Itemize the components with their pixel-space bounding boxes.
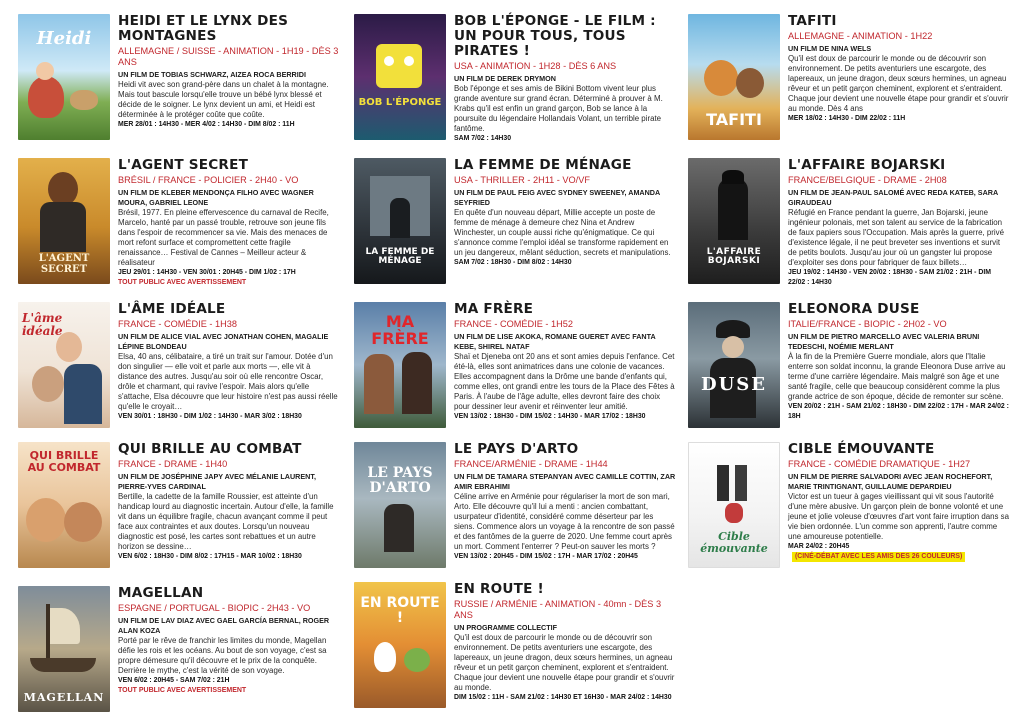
film-sessions bbox=[788, 542, 1010, 562]
film-credits: UN FILM DE LISE AKOKA, ROMANE GUERET AVEC FANTA KEBE, SHIREL NATAF bbox=[454, 332, 656, 351]
film-card-en-route bbox=[354, 582, 676, 720]
film-sessions: VEN 6/02 : 18H30 - DIM 8/02 : 17H15 - MAR 10/02 : 18H30 bbox=[118, 553, 302, 560]
poster-title-cible-emouvante: Cible émouvante bbox=[700, 530, 768, 555]
film-card-eleonora-duse bbox=[688, 302, 1010, 440]
poster-title-affaire-bojarski: L'AFFAIRE BOJARSKI bbox=[706, 247, 762, 267]
film-credits: UN PROGRAMME COLLECTIF bbox=[454, 623, 558, 632]
film-session-times: MAR 24/02 : 20H45 bbox=[788, 543, 850, 550]
film-synopsis: Porté par le rêve de franchir les limites du monde, Magellan défie les rois et les océans. Au bout de son voyage, c'est sa propre démesure qu'il découvre et le prix de la conquête. Derrière le mythe, c'est la vérité de son voyage. bbox=[118, 636, 327, 675]
poster-magellan bbox=[18, 586, 110, 712]
film-meta: USA - ANIMATION - 1H28 - DÈS 6 ANS bbox=[454, 61, 617, 71]
film-synopsis: Victor est un tueur à gages vieillissant qui vit sous l'autorité d'une mère abusive. Un garçon plein de bonne volonté et une jeune et jolie voleuse d'œuvres d'art vont faire irruption dans sa vie bien ordonnée. L'un comme son apprenti, l'autre comme une amoureuse potentielle. bbox=[788, 492, 1009, 541]
film-card-magellan bbox=[18, 586, 340, 724]
film-title: L'ÂME IDÉALE bbox=[118, 301, 226, 317]
film-synopsis: À la fin de la Première Guerre mondiale, alors que l'Italie enterre son soldat inconnu, la grande Eleonora Duse arrive au terme d'une carrière légendaire. Mais malgré son âge et une santé fragile, celle que beaucoup considèrent comme la plus grande actrice de son époque, décide de remonter sur scène. bbox=[788, 352, 1006, 401]
film-sessions: SAM 7/02 : 18H30 - DIM 8/02 : 14H30 bbox=[454, 259, 572, 266]
poster-title-eleonora-duse: DUSE bbox=[700, 374, 768, 395]
poster-title-magellan: MAGELLAN bbox=[23, 691, 105, 704]
poster-title-heidi: Heidi bbox=[36, 28, 92, 49]
film-title: MA FRÈRE bbox=[454, 301, 534, 317]
film-meta: ITALIE/FRANCE - BIOPIC - 2H02 - VO bbox=[788, 319, 947, 329]
poster-pays-darto bbox=[354, 442, 446, 568]
film-meta: FRANCE - DRAME - 1H40 bbox=[118, 459, 228, 469]
film-meta: ALLEMAGNE - ANIMATION - 1H22 bbox=[788, 31, 933, 41]
film-sessions: VEN 20/02 : 21H - SAM 21/02 : 18H30 - DIM 22/02 : 17H - MAR 24/02 : 18H bbox=[788, 403, 1009, 420]
poster-en-route bbox=[354, 582, 446, 708]
film-meta: FRANCE/BELGIQUE - DRAME - 2H08 bbox=[788, 175, 947, 185]
film-synopsis: Shaï et Djeneba ont 20 ans et sont amies depuis l'enfance. Cet été-là, elles sont animatrices dans une colonie de vacances. Elles accompagnent dans la Drôme une bande d'enfants qui, comme elles, ont grandi entre les tours de la Place des Fêtes à Paris. À l'aube de l'âge adulte, elles devront faire des choix pour dessiner leur avenir et réinventer leur amitié. bbox=[454, 352, 675, 411]
film-credits: UN FILM DE NINA WELS bbox=[788, 44, 872, 53]
film-credits: UN FILM DE PIERRE SALVADORI AVEC JEAN ROCHEFORT, MARIE TRINTIGNANT, GUILLAUME DEPARDIEU bbox=[788, 472, 993, 491]
film-card-affaire-bojarski bbox=[688, 158, 1010, 296]
poster-title-qui-brille: QUI BRILLE AU COMBAT bbox=[27, 449, 101, 474]
film-card-femme-de-menage bbox=[354, 158, 676, 296]
film-synopsis: Qu'il est doux de parcourir le monde ou de découvrir son environnement. De petits aventuriers une escargote, des lapereaux, un jeune dragon, deux sœurs hermines, un agneau rêveur et un petit garçon cheminent, explorent et s'entraident. Chaque jour devient une nouvelle étape pour grandir et s'ouvrir au monde. bbox=[454, 633, 675, 692]
film-synopsis: Céline arrive en Arménie pour régulariser la mort de son mari, Arto. Elle découvre qu'il lui a menti : ancien combattant, usurpateur d'identité, considéré comme déserteur par les siens. Commence alors un voyage à la rencontre de son passé et des fantômes de la guerre de 2020. Une femme court après un mort. Comment l'enterrer ? Peut-on sauver les morts ? bbox=[454, 492, 675, 551]
film-card-agent-secret bbox=[18, 158, 340, 296]
film-audience-notice: TOUT PUBLIC AVEC AVERTISSEMENT bbox=[118, 279, 247, 286]
film-synopsis: Brésil, 1977. En pleine effervescence du carnaval de Recife, Marcelo, hanté par un passé trouble, retrouve son jeune fils dans l'espoir de recommencer sa vie. Mais des menaces de mort refont surface et compromettent cette fragile renaissance… Festival de Cannes – Meilleur acteur & réalisateur bbox=[118, 208, 329, 267]
film-sessions: JEU 29/01 : 14H30 - VEN 30/01 : 20H45 - DIM 1/02 : 17H bbox=[118, 269, 296, 276]
film-synopsis: Bertille, la cadette de la famille Roussier, est atteinte d'un handicap lourd au diagnostic incertain. Autour d'elle, la famille vit dans un équilibre fragile, chacun avançant comme il peut face aux contraintes et aux doutes. Lorsqu'un nouveau diagnostic est posé, les cartes sont rebattues et un autre horizon se dessine… bbox=[118, 492, 334, 551]
film-audience-notice: TOUT PUBLIC AVEC AVERTISSEMENT bbox=[118, 687, 247, 694]
poster-title-agent-secret: L'AGENT SECRET bbox=[38, 253, 90, 275]
film-sessions: SAM 7/02 : 14H30 bbox=[454, 135, 512, 142]
poster-title-ma-frere: MA FRÈRE bbox=[371, 312, 429, 348]
film-title: LA FEMME DE MÉNAGE bbox=[454, 157, 632, 173]
poster-title-en-route: EN ROUTE ! bbox=[360, 595, 440, 626]
film-credits: UN FILM DE JEAN-PAUL SALOMÉ AVEC REDA KATEB, SARA GIRAUDEAU bbox=[788, 188, 998, 207]
film-sessions: MER 28/01 : 14H30 - MER 4/02 : 14H30 - DIM 8/02 : 11H bbox=[118, 121, 295, 128]
poster-title-tafiti: TAFITI bbox=[706, 110, 762, 129]
film-title: L'AGENT SECRET bbox=[118, 157, 249, 173]
film-credits: UN FILM DE DEREK DRYMON bbox=[454, 74, 556, 83]
film-credits: UN FILM DE LAV DIAZ AVEC GAEL GARCÍA BERNAL, ROGER ALAN KOZA bbox=[118, 616, 330, 635]
film-meta: ALLEMAGNE / SUISSE - ANIMATION - 1H19 - DÈS 3 ANS bbox=[118, 46, 339, 67]
poster-affaire-bojarski bbox=[688, 158, 780, 284]
film-card-tafiti bbox=[688, 14, 1010, 152]
film-credits: UN FILM DE ALICE VIAL AVEC JONATHAN COHEN, MAGALIE LÉPINE BLONDEAU bbox=[118, 332, 329, 351]
film-title: HEIDI ET LE LYNX DES MONTAGNES bbox=[118, 13, 289, 44]
film-credits: UN FILM DE TAMARA STEPANYAN AVEC CAMILLE COTTIN, ZAR AMIR EBRAHIMI bbox=[454, 472, 676, 491]
film-card-pays-darto bbox=[354, 442, 676, 580]
film-title: MAGELLAN bbox=[118, 585, 204, 601]
film-sessions: VEN 13/02 : 20H45 - DIM 15/02 : 17H - MAR 17/02 : 20H45 bbox=[454, 553, 638, 560]
film-card-bob-leponge bbox=[354, 14, 676, 152]
film-card-cible-emouvante bbox=[688, 442, 1010, 580]
poster-eleonora-duse bbox=[688, 302, 780, 428]
poster-agent-secret bbox=[18, 158, 110, 284]
film-title: CIBLE ÉMOUVANTE bbox=[788, 441, 935, 457]
film-title: TAFITI bbox=[788, 13, 837, 29]
poster-qui-brille bbox=[18, 442, 110, 568]
film-sessions: MER 18/02 : 14H30 - DIM 22/02 : 11H bbox=[788, 115, 906, 122]
film-card-heidi bbox=[18, 14, 340, 152]
poster-title-femme-de-menage: LA FEMME DE MÉNAGE bbox=[365, 247, 435, 267]
film-synopsis: Heidi vit avec son grand-père dans un chalet à la montagne. Mais tout bascule lorsqu'elle trouve un bébé lynx blessé et décide de le soigner. Le lynx devient un ami, et Heidi est déterminée à le protéger coûte que coûte. bbox=[118, 80, 329, 119]
film-sessions: VEN 30/01 : 18H30 - DIM 1/02 : 14H30 - MAR 3/02 : 18H30 bbox=[118, 413, 302, 420]
film-card-ma-frere bbox=[354, 302, 676, 440]
film-title: ELEONORA DUSE bbox=[788, 301, 920, 317]
film-meta: BRÉSIL / FRANCE - POLICIER - 2H40 - VO bbox=[118, 175, 299, 185]
poster-title-bob-leponge: BOB L'ÉPONGE bbox=[358, 97, 442, 108]
poster-ma-frere bbox=[354, 302, 446, 428]
poster-title-ame-ideale: L'âme idéale bbox=[22, 311, 63, 338]
film-sessions: VEN 6/02 : 20H45 - SAM 7/02 : 21H bbox=[118, 677, 230, 684]
film-meta: FRANCE/ARMÉNIE - DRAME - 1H44 bbox=[454, 459, 608, 469]
film-meta: FRANCE - COMÉDIE - 1H52 bbox=[454, 319, 573, 329]
film-synopsis: Elsa, 40 ans, célibataire, a tiré un trait sur l'amour. Dotée d'un don singulier — elle voit et parle aux morts —, elle vit à distance des autres. Jusqu'au soir où elle rencontre Oscar, drôle et charmant, qui ravive l'espoir. Mais alors qu'elle s'attache, Elsa découvre que leur histoire n'est pas aussi réelle qu'elle le croyait… bbox=[118, 352, 338, 411]
film-meta: RUSSIE / ARMÉNIE - ANIMATION - 40mn - DÈS 3 ANS bbox=[454, 599, 662, 620]
film-credits: UN FILM DE KLEBER MENDONÇA FILHO AVEC WAGNER MOURA, GABRIEL LEONE bbox=[118, 188, 314, 207]
cine-debat-badge: (CINÉ-DÉBAT AVEC LES AMIS DES 26 COULEURS) bbox=[792, 552, 965, 562]
film-credits: UN FILM DE JOSÉPHINE JAPY AVEC MÉLANIE LAURENT, PIERRE-YVES CARDINAL bbox=[118, 472, 316, 491]
film-meta: FRANCE - COMÉDIE DRAMATIQUE - 1H27 bbox=[788, 459, 971, 469]
poster-title-pays-darto: LE PAYS D'ARTO bbox=[367, 465, 433, 496]
poster-ame-ideale bbox=[18, 302, 110, 428]
film-title: L'AFFAIRE BOJARSKI bbox=[788, 157, 946, 173]
poster-heidi bbox=[18, 14, 110, 140]
film-meta: FRANCE - COMÉDIE - 1H38 bbox=[118, 319, 237, 329]
film-credits: UN FILM DE PIETRO MARCELLO AVEC VALERIA BRUNI TEDESCHI, NOÉMIE MERLANT bbox=[788, 332, 980, 351]
film-synopsis: Bob l'éponge et ses amis de Bikini Bottom vivent leur plus grande aventure sur grand écran. Déterminé à prouver à M. Krabs qu'il est enfin un grand garçon, Bob se lance à la poursuite du légendaire Hollandais Volant, un terrible pirate fantôme. bbox=[454, 84, 663, 133]
film-synopsis: En quête d'un nouveau départ, Millie accepte un poste de femme de ménage à demeure chez Nina et Andrew Winchester, un couple aussi riche qu'énigmatique. Ce qui s'annonce comme l'emploi idéal se transforme rapidement en un jeu dangereux, mêlant séduction, secrets et manipulations. bbox=[454, 208, 671, 257]
film-title: BOB L'ÉPONGE - LE FILM : UN POUR TOUS, TOUS PIRATES ! bbox=[454, 13, 656, 59]
film-sessions: DIM 15/02 : 11H - SAM 21/02 : 14H30 ET 16H30 - MAR 24/02 : 14H30 bbox=[454, 694, 672, 701]
poster-femme-de-menage bbox=[354, 158, 446, 284]
poster-tafiti bbox=[688, 14, 780, 140]
film-card-qui-brille bbox=[18, 442, 340, 580]
film-credits: UN FILM DE TOBIAS SCHWARZ, AIZEA ROCA BERRIDI bbox=[118, 70, 306, 79]
film-title: LE PAYS D'ARTO bbox=[454, 441, 579, 457]
film-meta: USA - THRILLER - 2H11 - VO/VF bbox=[454, 175, 590, 185]
film-sessions: VEN 13/02 : 18H30 - DIM 15/02 : 14H30 - MAR 17/02 : 18H30 bbox=[454, 413, 646, 420]
film-meta: ESPAGNE / PORTUGAL - BIOPIC - 2H43 - VO bbox=[118, 603, 311, 613]
film-title: QUI BRILLE AU COMBAT bbox=[118, 441, 302, 457]
poster-bob-leponge bbox=[354, 14, 446, 140]
poster-cible-emouvante bbox=[688, 442, 780, 568]
film-synopsis: Réfugié en France pendant la guerre, Jan Bojarski, jeune ingénieur polonais, met son talent au service de la fabrication de faux papiers sous l'Occupation. Mais après la guerre, privé d'existence légale, il ne peut breveter ses inventions et survit de petits boulots. Jusqu'au jour où un gangster lui propose d'exploiter ses dons pour fabriquer de faux billets… bbox=[788, 208, 1004, 267]
film-title: EN ROUTE ! bbox=[454, 581, 544, 597]
film-sessions: JEU 19/02 : 14H30 - VEN 20/02 : 18H30 - SAM 21/02 : 21H - DIM 22/02 : 14H30 bbox=[788, 269, 991, 286]
film-card-ame-ideale bbox=[18, 302, 340, 440]
film-credits: UN FILM DE PAUL FEIG AVEC SYDNEY SWEENEY, AMANDA SEYFRIED bbox=[454, 188, 660, 207]
film-synopsis: Qu'il est doux de parcourir le monde ou de découvrir son environnement. De petits aventuriers une escargote, des lapereaux, un jeune dragon, deux sœurs hermines, un agneau rêveur et un petit garçon cheminent, explorent et s'entraident. Chaque jour devient une nouvelle étape pour grandir et s'ouvrir au monde. Dès 4 ans bbox=[788, 54, 1009, 113]
